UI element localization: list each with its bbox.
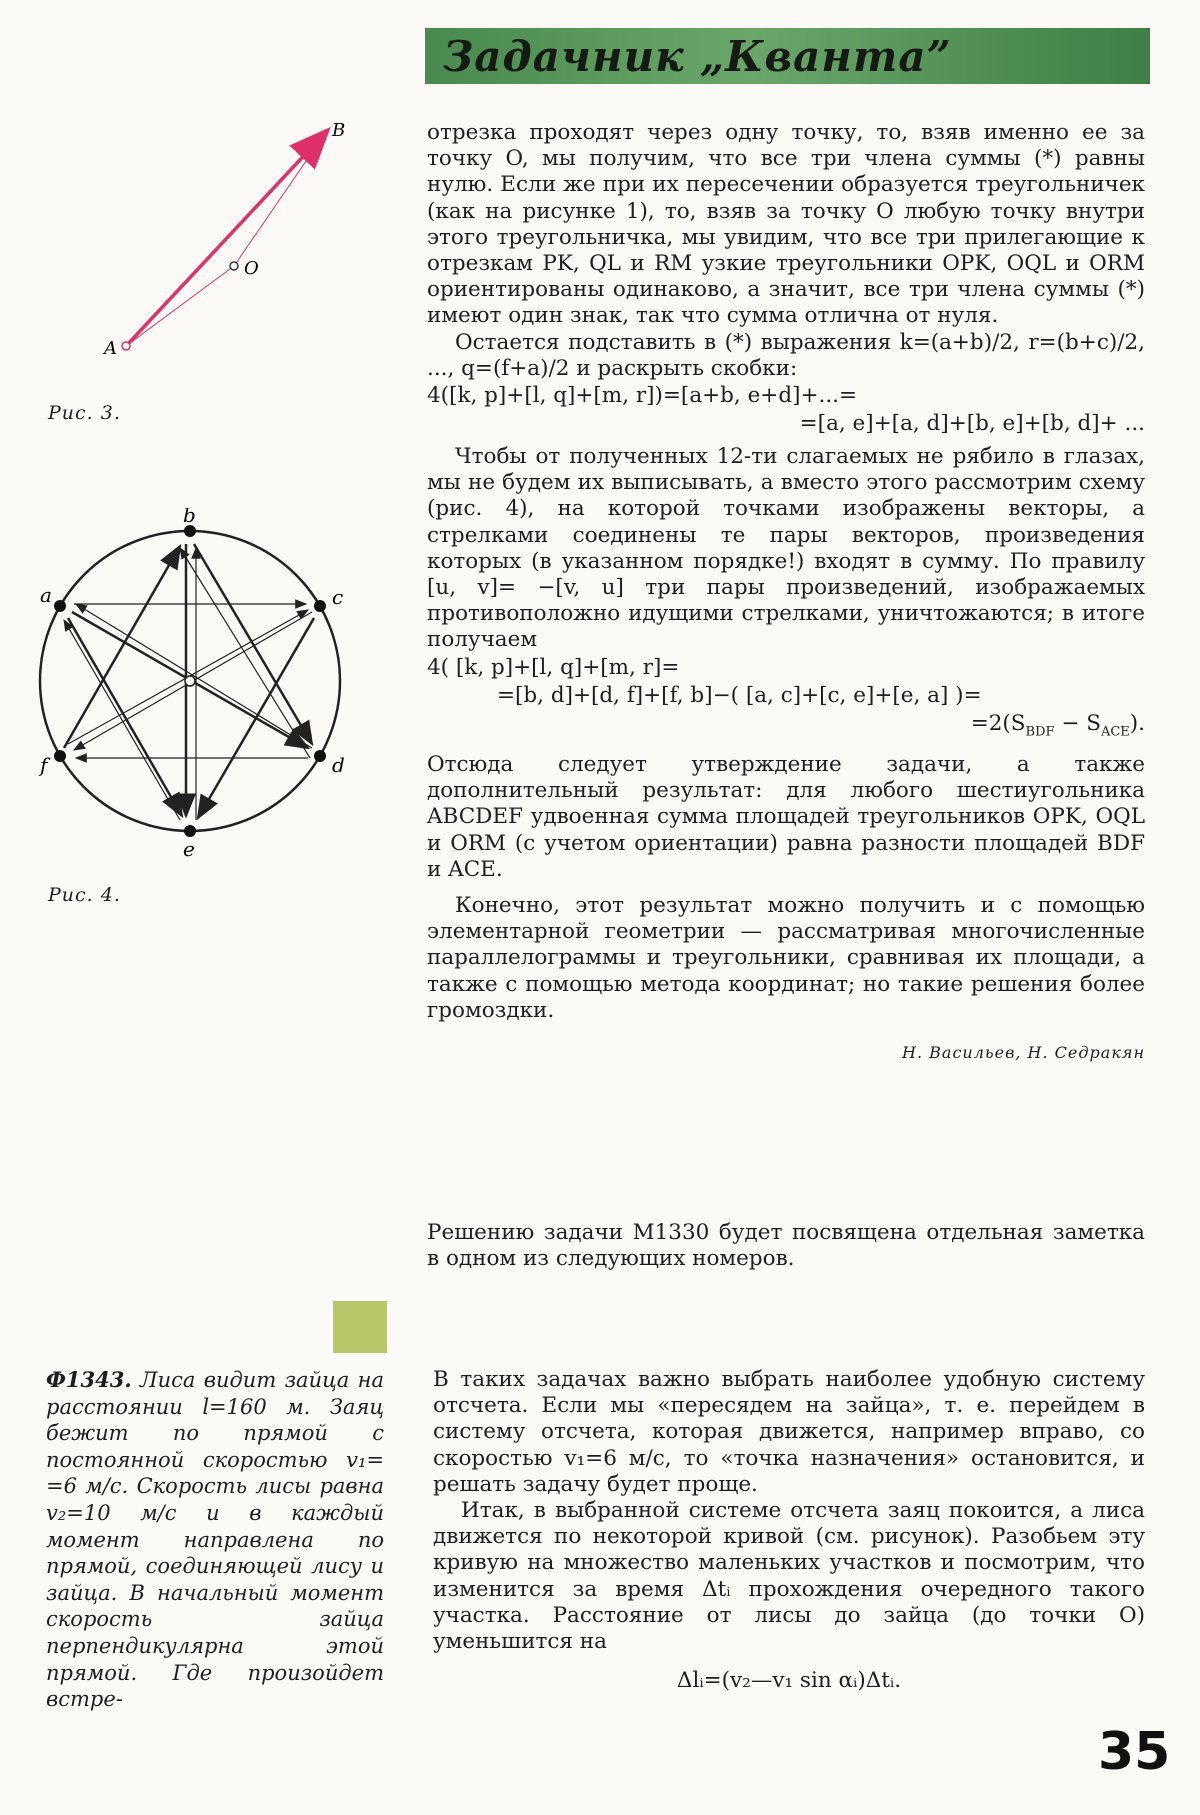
label-b: b	[183, 508, 196, 527]
label-a: A	[104, 338, 117, 359]
segment-ob	[234, 132, 326, 266]
solution-column	[433, 1367, 1145, 1695]
formula-1a: 4([k, p]+[l, q]+[m, r])=[a+b, e+d]+...=	[427, 383, 857, 409]
figure-4-caption: Рис. 4.	[48, 884, 121, 906]
paragraph-2: Остается подставить в (*) выражения k=(a+b)/2, r=(b+c)/2, ..., q=(f+a)/2 и раскрыть скобки:	[427, 329, 1145, 381]
arrow-d-a	[76, 604, 312, 748]
problem-text: Лиса видит зайца на расстоянии l=160 м. Заяц бежит по прямой с постоянной скоростью v₁= =6 м/с. Скорость лисы равна v₂=10 м/с и в каждый момент направлена по прямой, соединяющей лису и зайца. В начальный момент скорость зайца перпендикулярна этой прямой. Где произойдет встре-	[46, 1368, 384, 1712]
paragraph-3: Чтобы от полученных 12-ти слагаемых не рябило в глазах, мы не будем их выписывать, а вместо этого рассмотрим схему (рис. 4), на которой точками изображены векторы, а стрелками соединены те пары векторов, произведения которых (в указанном порядке!) входят в сумму. По правилу [u, v]= −[v, u] три пары произведений, изображаемых противоположно идущими стрелками, уничтожаются; в итоге получаем	[427, 444, 1145, 653]
label-a: a	[40, 583, 52, 607]
paragraph-4: Отсюда следует утверждение задачи, а также дополнительный результат: для любого шестиугольника ABCDEF удвоенная сумма площадей треугольников OPK, OQL и ORM (с учетом ориентации) равна разности площадей BDF и ACE.	[427, 751, 1145, 882]
formula-2c: $=2(S_{BDF} - S_{ACE})$.	[970, 710, 1145, 739]
formula-1b: =[a, e]+[a, d]+[b, e]+[b, d]+ ...	[799, 411, 1145, 437]
rubric-title: Задачник „Кванта”	[443, 32, 952, 81]
formula-2a: 4( [k, p]+[l, q]+[m, r]=	[427, 654, 680, 680]
label-e: e	[183, 837, 195, 861]
label-d: d	[332, 753, 345, 777]
point-a	[122, 342, 130, 350]
page-number: 35	[1098, 1722, 1171, 1782]
segment-ao	[126, 266, 234, 346]
problem-number: Ф1343.	[46, 1367, 132, 1392]
note: Решению задачи М1330 будет посвящена отдельная заметка в одном из следующих номеров.	[427, 1220, 1145, 1271]
solution-paragraph-2: Итак, в выбранной системе отсчета заяц покоится, а лиса движется по некоторой кривой (см. рисунок). Разобьем эту кривую на множество маленьких участков и посмотрим, что изменится за время Δtᵢ прохождения очередного такого участка. Расстояние от лисы до зайца (до точки O) уменьшится на	[433, 1498, 1145, 1655]
figure-3	[90, 110, 390, 370]
label-b: B	[332, 120, 346, 141]
figure-4	[30, 508, 370, 868]
problem-statement	[46, 1367, 384, 1713]
paragraph-5: Конечно, этот результат можно получить и с помощью элементарной геометрии — рассматривая многочисленные параллелограммы и треугольники, сравнивая их площади, а также с помощью метода координат; но такие решения более громоздки.	[427, 892, 1145, 1023]
point-o	[230, 262, 238, 270]
label-f: f	[40, 753, 48, 777]
paragraph-1: отрезка проходят через одну точку, то, взяв именно ее за точку O, мы получим, что все три члена суммы (*) равны нулю. Если же при их пересечении образуется треугольничек (как на рисунке 1), то, взяв за точку O любую точку внутри этого треугольничка, мы увидим, что все три прилегающие к отрезкам PK, QL и RM узкие треугольники OPK, OQL и ORM ориентированы одинаково, а значит, все три члена суммы (*) имеют один знак, так что сумма отлична от нуля.	[427, 120, 1145, 329]
arrow-a-e	[68, 618, 182, 816]
point-e	[184, 825, 196, 837]
label-c: c	[332, 585, 344, 609]
vector-ab	[126, 132, 326, 346]
figure-3-caption: Рис. 3.	[48, 402, 121, 424]
point-c	[314, 600, 326, 612]
point-f	[54, 750, 66, 762]
article-column	[427, 120, 1145, 1066]
point-d	[314, 750, 326, 762]
accent-square	[333, 1301, 387, 1353]
solution-paragraph-1: В таких задачах важно выбрать наиболее удобную систему отсчета. Если мы «пересядем на зайца», т. е. перейдем в систему отсчета, которая движется, например вправо, со скоростью v₁=6 м/с, то «точка назначения» остановится, и решать задачу будет проще.	[433, 1367, 1145, 1497]
arrow-d-b	[180, 548, 310, 758]
rubric-banner	[425, 28, 1150, 84]
solution-formula: Δlᵢ=(v₂—v₁ sin αᵢ)Δtᵢ.	[676, 1668, 902, 1694]
signature: Н. Васильев, Н. Седракян	[902, 1042, 1145, 1062]
point-a	[54, 600, 66, 612]
label-o: O	[244, 258, 259, 279]
formula-2b: =[b, d]+[d, f]+[f, b]−( [a, c]+[c, e]+[e, a] )=	[497, 682, 982, 708]
